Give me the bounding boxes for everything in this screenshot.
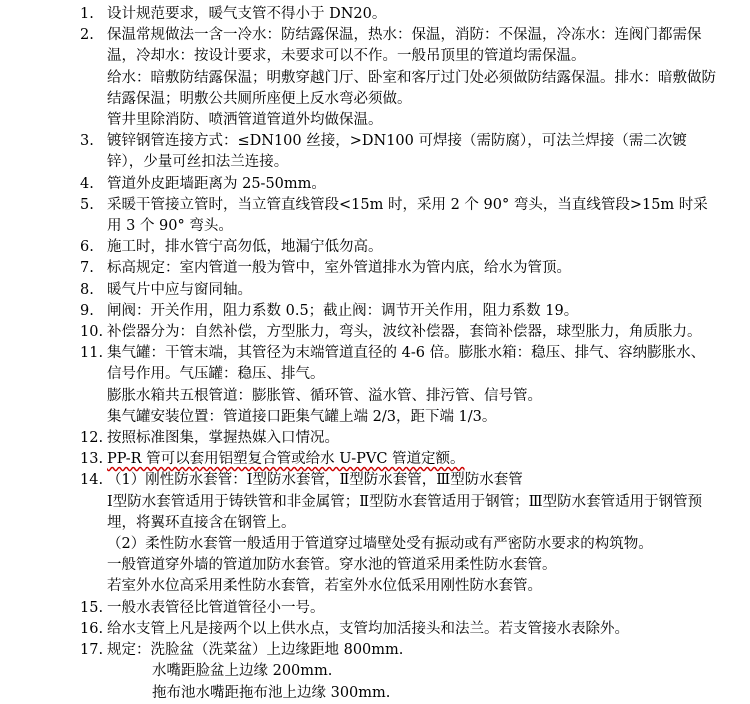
item-number: 16. [80,620,104,637]
item-number: 4. [80,175,94,192]
item-text: 一般水表管径比管道管径小一号。 [107,599,325,616]
item-number: 1. [80,6,94,22]
item-number: 7. [80,260,94,277]
item-text: 膨胀水箱共五根管道：膨胀管、循环管、溢水管、排污管、信号管。 [107,387,542,404]
item-number: 6. [80,239,94,256]
list-item [0,470,750,597]
list-item [0,4,750,25]
list-item [0,280,750,301]
list-item [0,25,750,131]
item-text: 采暖干管接立管时，当立管直线管段<15m 时，采用 2 个 90° 弯头，当直线管段>15m 时采用 3 个 90° 弯头。 [107,196,708,235]
item-text: 管井里除消防、喷洒管道管道外均做保温。 [107,112,383,129]
item-number: 3. [80,133,94,150]
list-item [0,131,750,173]
item-number: 17. [80,642,104,659]
list-item [0,619,750,640]
item-text: Ⅰ型防水套管适用于铸铁管和非金属管；Ⅱ型防水套管适用于钢管；Ⅲ型防水套管适用于钢管预埋，将翼环直接含在钢管上。 [107,493,703,531]
list-item [0,428,750,449]
item-text: 管道外皮距墙距离为 25-50mm。 [107,175,326,192]
item-text: 设计规范要求，暖气支管不得小于 DN20。 [107,6,387,22]
item-text: PP-R 管可以套用铝塑复合管或给水 U-PVC 管道定额。 [107,451,465,468]
item-text: 按照标准图集，掌握热媒入口情况。 [107,430,339,447]
item-number: 10. [80,324,104,341]
item-number: 8. [80,281,94,298]
item-number: 11. [80,345,104,362]
item-text: 给水支管上凡是接两个以上供水点，支管均加活接头和法兰。若支管接水表除外。 [107,620,629,637]
list-item [0,343,750,428]
item-text: 给水：暗敷防结露保温；明敷穿越门厅、卧室和客厅过门处必须做防结露保温。排水：暗敷做防结露保温；明敷公共厕所座便上反水弯必须做。 [107,69,716,107]
item-text: 保温常规做法一含一冷水：防结露保温，热水：保温，消防：不保温，冷冻水：连阀门都需保温，冷却水：按设计要求，未要求可以不作。一般吊顶里的管道均需保温。 [107,27,702,65]
item-number: 15. [80,599,104,616]
list-item [0,258,750,279]
item-text: 暖气片中应与窗同轴。 [107,281,252,298]
item-text: 镀锌钢管连接方式：≤DN100 丝接，>DN100 可焊接（需防腐），可法兰焊接（需二次镀锌），少量可丝扣法兰连接。 [107,133,687,171]
item-text: 拖布池水嘴距拖布池上边缘 300mm. [152,684,391,701]
item-text: 规定：洗脸盆（洗菜盆）上边缘距地 800mm. [107,642,404,659]
item-text: （1）刚性防水套管：Ⅰ型防水套管，Ⅱ型防水套管，Ⅲ型防水套管 [107,472,523,489]
item-text: 一般管道穿外墙的管道加防水套管。穿水池的管道采用柔性防水套管。 [107,557,557,574]
item-text: 水嘴距脸盆上边缘 200mm. [152,663,333,680]
item-text: 标高规定：室内管道一般为管中，室外管道排水为管内底，给水为管顶。 [107,260,571,277]
item-text: 闸阀：开关作用，阻力系数 0.5；截止阀：调节开关作用，阻力系数 19。 [107,302,579,319]
item-text: 补偿器分为：自然补偿，方型胀力，弯头，波纹补偿器，套筒补偿器，球型胀力，角质胀力。 [107,324,702,341]
list-item [0,195,750,237]
list-item [0,449,750,470]
item-number: 2. [80,27,94,44]
item-number: 9. [80,302,94,319]
item-number: 12. [80,430,104,447]
item-text: 若室外水位高采用柔性防水套管，若室外水位低采用刚性防水套管。 [107,578,542,595]
list-item [0,301,750,322]
item-text: 集气罐安装位置：管道接口距集气罐上端 2/3，距下端 1/3。 [107,408,497,425]
item-text: 施工时，排水管宁高勿低，地漏宁低勿高。 [107,239,383,256]
document-body [0,4,750,704]
item-text: （2）柔性防水套管一般适用于管道穿过墙壁处受有振动或有严密防水要求的构筑物。 [107,536,653,553]
list-item [0,322,750,343]
item-number: 14. [80,472,104,489]
item-number: 13. [80,451,104,468]
item-number: 5. [80,196,94,213]
item-text: 集气罐：干管末端，其管径为末端管道直径的 4-6 倍。膨胀水箱：稳压、排气、容纳膨胀水、信号作用。气压罐：稳压、排气。 [107,345,706,383]
list-item [0,598,750,619]
list-item [0,640,750,704]
list-item [0,174,750,195]
list-item [0,237,750,258]
